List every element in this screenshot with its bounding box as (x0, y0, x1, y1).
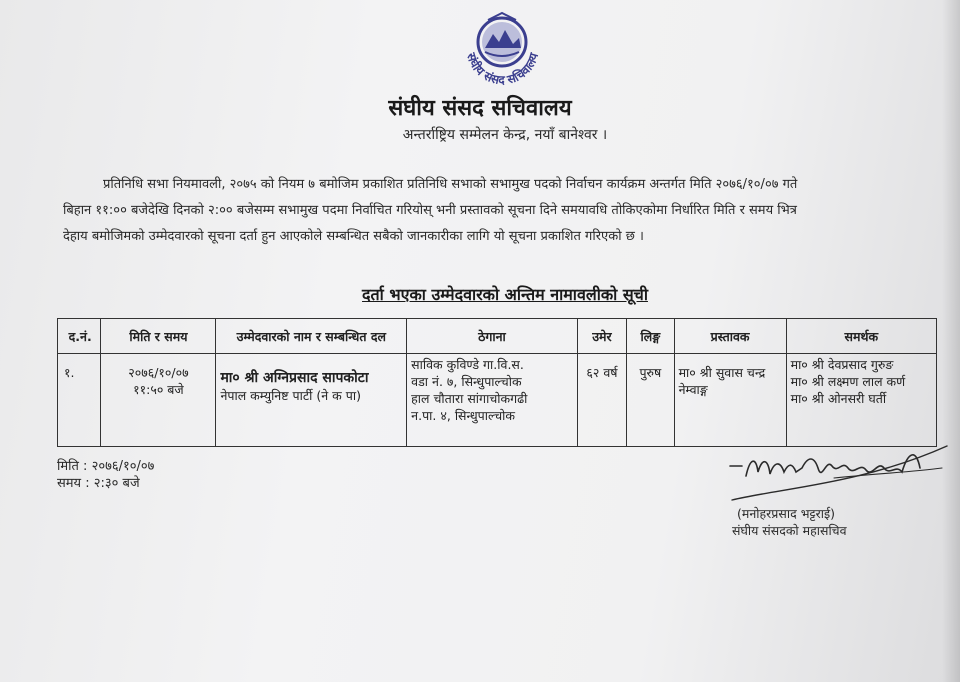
handwritten-signature (722, 438, 952, 508)
address-line-1: साविक कुविण्डे गा.वि.स. (411, 357, 524, 372)
header-address: ठेगाना (407, 319, 578, 354)
notice-line-2: बिहान ११:०० बजेदेखि दिनको २:०० बजेसम्म सभामुख पदमा निर्वाचित गरियोस् भनी प्रस्तावको सूचना दिने समयावधि तोकिएकोमा निर्धारित मिति र समय भित्र (63, 203, 797, 218)
header-seconder: समर्थक (786, 319, 936, 354)
address-line-3: हाल चौतारा सांगाचोकगढी (411, 391, 528, 406)
cell-address (407, 354, 578, 447)
candidate-table (57, 318, 937, 447)
address-line-4: न.पा. ४, सिन्धुपाल्चोक (411, 408, 516, 423)
cell-datetime (101, 354, 216, 447)
organization-address: अन्तर्राष्ट्रिय सम्मेलन केन्द्र, नयाँ बानेश्वर । (402, 127, 608, 143)
notice-time: समय : २:३० बजे (57, 476, 140, 491)
cell-time: ११:५० बजे (133, 382, 184, 397)
table-header-row (58, 319, 937, 354)
seconder-2: मा० श्री लक्ष्मण लाल कर्ण (790, 374, 906, 389)
notice-line-1: प्रतिनिधि सभा नियमावली, २०७५ को नियम ७ बमोजिम प्रकाशित प्रतिनिधि सभाको सभामुख पदको निर्वाचन कार्यक्रम अन्तर्गत मिति २०७६/१०/०७ गते (103, 177, 798, 192)
candidate-party: नेपाल कम्युनिष्ट पार्टी (ने क पा) (220, 388, 361, 403)
address-line-2: वडा नं. ७, सिन्धुपाल्चोक (411, 374, 522, 389)
header-gender: लिङ्ग (627, 319, 674, 354)
cell-gender: पुरुष (627, 354, 674, 447)
cell-seconder (786, 354, 936, 447)
seal-text: संघीय संसद सचिवालय (463, 51, 541, 88)
cell-sn: १. (58, 354, 101, 447)
header-datetime: मिति र समय (101, 319, 216, 354)
parliament-seal-emblem (455, 8, 550, 90)
notice-body (63, 172, 943, 250)
organization-title: संघीय संसद सचिवालय (388, 96, 572, 121)
signer-title: संघीय संसदको महासचिव (732, 523, 847, 538)
notice-date-block (57, 458, 154, 492)
notice-date: मिति : २०७६/१०/०७ (57, 459, 155, 474)
cell-proposer: मा० श्री सुवास चन्द्र नेम्वाङ्ग (674, 354, 786, 447)
header-age: उमेर (577, 319, 626, 354)
header-sn: द.नं. (58, 319, 101, 354)
cell-age: ६२ वर्ष (577, 354, 626, 447)
seconder-3: मा० श्री ओनसरी घर्ती (790, 391, 887, 406)
table-row (58, 354, 937, 447)
cell-candidate (216, 354, 407, 447)
cell-date: २०७६/१०/०७ (128, 365, 189, 380)
header-candidate: उम्मेदवारको नाम र सम्बन्धित दल (216, 319, 407, 354)
candidate-list-heading: दर्ता भएका उम्मेदवारको अन्तिम नामावलीको सूची (362, 285, 648, 304)
header-proposer: प्रस्तावक (674, 319, 786, 354)
signer-name: (मनोहरप्रसाद भट्टराई) (737, 506, 835, 521)
notice-line-3: देहाय बमोजिमको उम्मेदवारको सूचना दर्ता हुन आएकोले सम्बन्धित सबैको जानकारीका लागि यो सूचना प्रकाशित गरिएको छ । (63, 229, 644, 244)
seconder-1: मा० श्री देवप्रसाद गुरुङ (790, 357, 894, 372)
candidate-name: मा० श्री अग्निप्रसाद सापकोटा (220, 370, 369, 386)
